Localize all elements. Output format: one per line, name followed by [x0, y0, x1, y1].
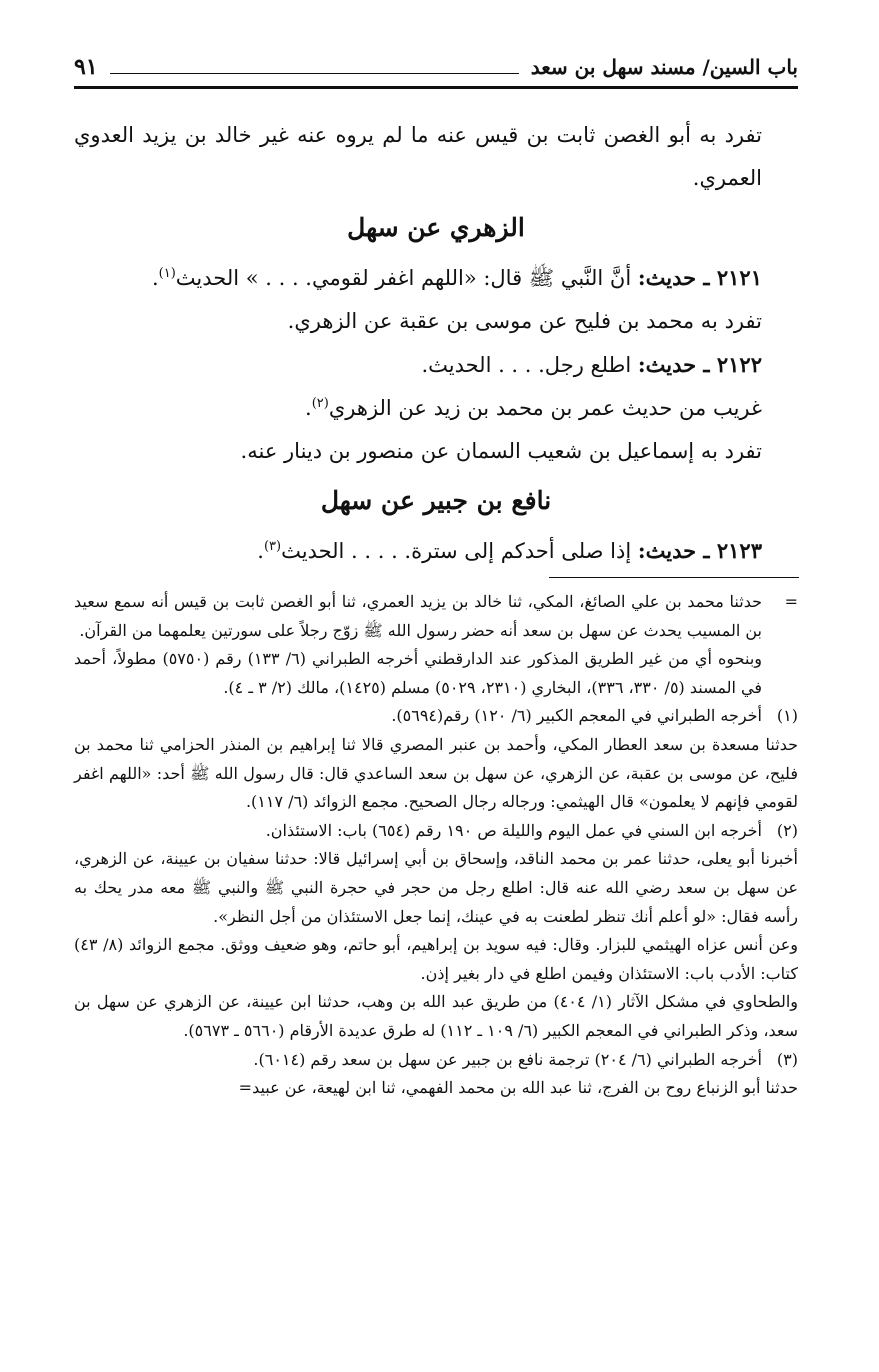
paragraph-4: تفرد به إسماعيل بن شعيب السمان عن منصور بن دينار عنه. — [240, 439, 762, 463]
footnote-text: حدثنا محمد بن علي الصائغ، المكي، ثنا خالد بن يزيد العمري، ثنا أبو الغصن ثابت بن قيس أنه سمع سعيد بن المسيب يحدث عن سهل بن سعد أنه حضر رسول الله ﷺ زوّج رجلاً على سورتين يعلمهما من القرآن. — [74, 592, 762, 640]
hadith-2123-text: إذا صلى أحدكم إلى سترة. . . . . الحديث — [281, 539, 632, 563]
footnote-separator — [549, 577, 799, 578]
page-number: ٩١ — [74, 54, 98, 80]
footnote-text: أخرجه الطبراني في المعجم الكبير (٦/ ١٢٠) رقم(٥٦٩٤). — [391, 706, 762, 726]
footnote-text: وبنحوه أي من غير الطريق المذكور عند الدارقطني أخرجه الطبراني (٦/ ١٣٣) رقم (٥٧٥٠) مطولاً، أحمد في المسند (٥/ ٣٣٠، ٣٣٦)، البخاري (٢٣١٠، ٥٠٢٩) مسلم (١٤٢٥)، مالك (٢/ ٣ ـ ٤). — [74, 649, 762, 697]
footnote-1 — [74, 702, 798, 731]
footnote-2-mark: (٢) — [776, 820, 798, 840]
header-leader-line — [110, 73, 519, 74]
section-heading-nafi: نافع بن جبير عن سهل — [320, 486, 552, 515]
footnote-2-text: وعن أنس عزاه الهيثمي للبزار. وقال: فيه سويد بن إبراهيم، أبو حاتم، وهو ضعيف ووثق. مجمع الزوائد (٨/ ٤٣) كتاب: الأدب باب: الاستئذان وفيمن اطلع في دار بغير إذن. — [74, 935, 798, 983]
hadith-2122-text: اطلع رجل. . . . الحديث. — [421, 353, 632, 377]
hadith-2123: ٢١٢٣ ـ حديث: إذا صلى أحدكم إلى سترة. . . . . الحديث$^{(٣)}$. — [257, 538, 762, 563]
footnote-1-text: حدثنا مسعدة بن سعد العطار المكي، وأحمد بن عنبر المصري قالا ثنا إبراهيم بن المنذر الحزامي ثنا محمد بن فليح، عن موسى بن عقبة، عن الزهري، عن سهل بن سعد الساعدي قال: قال رسول الله ﷺ أحد: «اللهم اغفر لقومي فإنهم لا يعلمون» قال الهيثمي: ورجاله رجال الصحيح. مجمع الزوائد (٦/ ١١٧). — [74, 734, 798, 812]
paragraph-1: تفرد به أبو الغصن ثابت بن قيس عنه ما لم يروه عنه غير خالد بن يزيد العدوي العمري. — [74, 123, 762, 190]
hadith-2121-label: ٢١٢١ ـ حديث: — [637, 265, 762, 290]
footnote-continuation — [74, 588, 798, 702]
hadith-2122 — [74, 343, 798, 387]
paragraph-2: تفرد به محمد بن فليح عن موسى بن عقبة عن الزهري. — [287, 309, 762, 333]
hadith-2121-text: أنَّ النَّبي ﷺ قال: «اللهم اغفر لقومي. . . . » الحديث — [175, 266, 632, 290]
footnote-3 — [74, 1046, 798, 1075]
header-rule — [74, 86, 798, 89]
running-title: باب السين/ مسند سهل بن سعد — [530, 55, 798, 79]
footnote-text: أخرجه الطبراني (٦/ ٢٠٤) ترجمة نافع بن جبير عن سهل بن سعد رقم (٦٠١٤). — [253, 1049, 762, 1069]
hadith-2122-label: ٢١٢٢ ـ حديث: — [637, 352, 762, 377]
paragraph-3: غريب من حديث عمر بن محمد بن زيد عن الزهري$^{(٢)}$. — [305, 396, 762, 420]
section-heading-zuhri: الزهري عن سهل — [347, 213, 525, 242]
footnote-text: أخرجه ابن السني في عمل اليوم والليلة ص ١٩٠ رقم (٦٥٤) باب: الاستئذان. — [265, 820, 762, 840]
footnote-1-mark: (١) — [776, 706, 798, 726]
footnote-3-text: حدثنا أبو الزنباع روح بن الفرج، ثنا عبد الله بن محمد الفهمي، ثنا ابن لهيعة، عن عبيد= — [238, 1078, 798, 1098]
page-header — [74, 44, 798, 90]
main-text — [74, 114, 798, 573]
footnote-2-text: أخبرنا أبو يعلى، حدثنا عمر بن محمد الناقد، وإسحاق بن أبي إسرائيل قالا: حدثنا سفيان بن عيينة، عن الزهري، عن سهل بن سعد رضي الله عنه قال: اطلع رجل من حجر في حجرة النبي ﷺ والنبي ﷺ معه مدر يحك به رأسه فقال: «لو أعلم أنك تنظر لطعنت به في عينك، إنما جعل الاستئذان من أجل النظر». — [74, 849, 798, 926]
hadith-2121: ٢١٢١ ـ حديث: أنَّ النَّبي ﷺ قال: «اللهم اغفر لقومي. . . . » الحديث$^{(١)}$. — [151, 265, 762, 290]
footnote-ref-3: (٣) — [263, 539, 282, 554]
footnotes — [74, 588, 798, 1103]
footnote-ref-2: (٢) — [311, 396, 329, 411]
footnote-2-text: والطحاوي في مشكل الآثار (١/ ٤٠٤) من طريق عبد الله بن وهب، حدثنا ابن عيينة، عن الزهري عن سهل بن سعد، وذكر الطبراني في المعجم الكبير (٦/ ١٠٩ ـ ١١٢) له طرق عديدة الأرقام (٥٦٦٠ ـ ٥٦٧٣). — [74, 992, 798, 1040]
paragraph-3-text: غريب من حديث عمر بن محمد بن زيد عن الزهري — [328, 396, 762, 420]
continuation-mark: = — [784, 592, 798, 611]
hadith-2123-label: ٢١٢٣ ـ حديث: — [637, 538, 762, 563]
footnote-3-mark: (٣) — [776, 1049, 798, 1069]
footnote-ref-1: (١) — [158, 266, 176, 281]
footnote-2 — [74, 817, 798, 846]
